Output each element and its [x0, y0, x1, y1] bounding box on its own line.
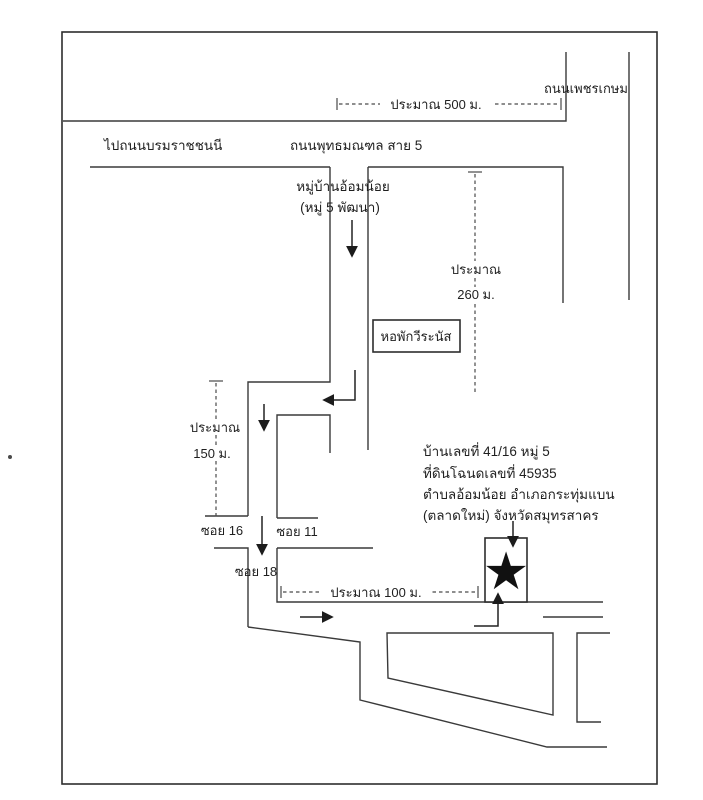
dormitory-label: หอพักวีระนัส: [380, 329, 452, 344]
address-line-3: ตำบลอ้อมน้อย อำเภอกระทุ่มแบน: [423, 487, 615, 502]
address-line-4: (ตลาดใหม่) จังหวัดสมุทรสาคร: [423, 508, 599, 523]
label-to-borommaratchachonni: ไปถนนบรมราชชนนี: [104, 138, 223, 153]
buildings: [373, 320, 529, 602]
address-line-1: บ้านเลขที่ 41/16 หมู่ 5: [423, 444, 550, 459]
label-village-line2: (หมู่ 5 พัฒนา): [300, 200, 380, 215]
road-phutthamonthon-south-edge-right: [368, 167, 563, 303]
label-phutthamonthon-sai5: ถนนพุทธมณฑล สาย 5: [290, 138, 423, 153]
label-soi-16: ซอย 16: [200, 523, 244, 538]
measure-260m-label1: ประมาณ: [450, 262, 502, 277]
block-right-partial: [577, 633, 610, 722]
label-phetkasem-road: ถนนเพชรเกษม: [544, 81, 628, 96]
road-village-west-edge: [248, 167, 330, 516]
route-arrow-turn-left: [324, 370, 355, 400]
labels: [103, 81, 628, 579]
road-inner-bend: [277, 415, 330, 518]
address-block: [423, 442, 615, 524]
measure-100m-label: ประมาณ 100 ม.: [330, 585, 422, 600]
measure-150m-label2: 150 ม.: [193, 446, 231, 461]
block-trapezoid: [387, 633, 553, 715]
scan-artifact-dot: [8, 455, 12, 459]
label-soi-18: ซอย 18: [234, 564, 278, 579]
road-soi16-south-edge: [214, 548, 248, 627]
measure-150m-label1: ประมาณ: [189, 420, 241, 435]
address-line-2: ที่ดินโฉนดเลขที่ 45935: [423, 466, 557, 481]
destination-star-icon: ★: [482, 543, 530, 601]
measure-500m-label: ประมาณ 500 ม.: [390, 97, 482, 112]
label-village-line1: หมู่บ้านอ้อมน้อย: [296, 179, 390, 194]
label-soi-11: ซอย 11: [276, 524, 318, 539]
measure-260m-label2: 260 ม.: [457, 287, 495, 302]
